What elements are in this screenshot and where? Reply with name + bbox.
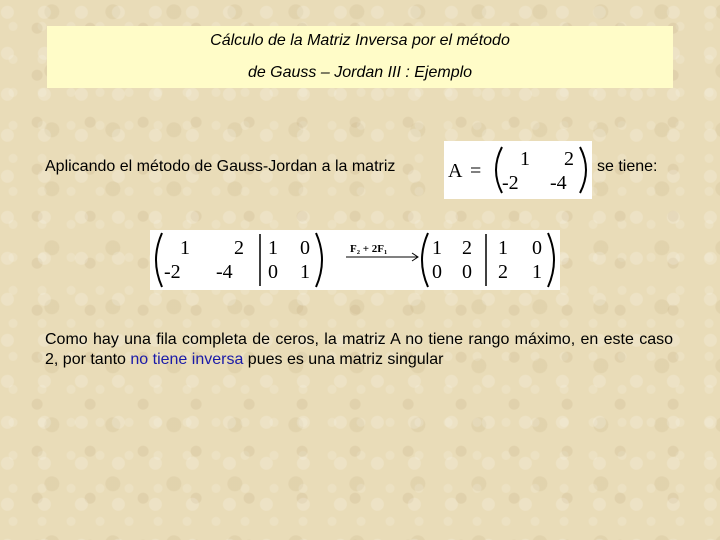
matrix-a-cell: 2 [564,148,574,170]
matrix-a-definition [444,141,592,199]
gauss-jordan-svg [150,230,560,290]
matrix-a-svg [444,141,592,199]
left-bracket [156,233,162,287]
aug-before-cell: 0 [300,237,310,259]
aug-after-cell: 1 [498,237,508,259]
title-line-2: de Gauss – Jordan III : Ejemplo [247,64,473,81]
conclusion-paragraph [45,330,673,370]
conclusion-highlight: no tiene inversa [130,351,244,368]
right-bracket [316,233,322,287]
matrix-a-cell: -4 [550,172,567,194]
aug-after-cell: 0 [432,261,442,283]
aug-before-cell: 1 [300,261,310,283]
aug-before-cell: -2 [164,261,181,283]
right-bracket [548,233,554,287]
matrix-a-name: A [448,160,463,182]
gauss-jordan-step [150,230,560,290]
aug-after-cell: 2 [498,261,508,283]
matrix-a-cell: -2 [502,172,519,194]
right-bracket [580,147,586,193]
conclusion-part-1: Como hay una fila completa de ceros, la matriz A no tiene rango máximo, en este caso 2, por tanto [45,331,673,368]
matrix-a-equals: = [470,160,482,182]
conclusion-part-2: pues es una matriz singular [243,351,444,368]
aug-after-cell: 1 [432,237,442,259]
aug-after-cell: 0 [462,261,472,283]
title-line-1: Cálculo de la Matriz Inversa por el método [210,32,510,49]
aug-before-cell: 2 [234,237,244,259]
aug-after-cell: 2 [462,237,472,259]
aug-before-cell: -4 [216,261,233,283]
matrix-a-cell: 1 [520,148,530,170]
aug-before-cell: 0 [268,261,278,283]
aug-before-cell: 1 [268,237,278,259]
intro-text: Aplicando el método de Gauss-Jordan a la matriz [45,158,396,175]
left-bracket [422,233,428,287]
title-box [47,26,673,88]
aug-before-cell: 1 [180,237,190,259]
row-operation-label: F₂ + 2F₁ [350,243,388,255]
intro-suffix: se tiene: [597,158,658,175]
aug-after-cell: 1 [532,261,542,283]
aug-after-cell: 0 [532,237,542,259]
